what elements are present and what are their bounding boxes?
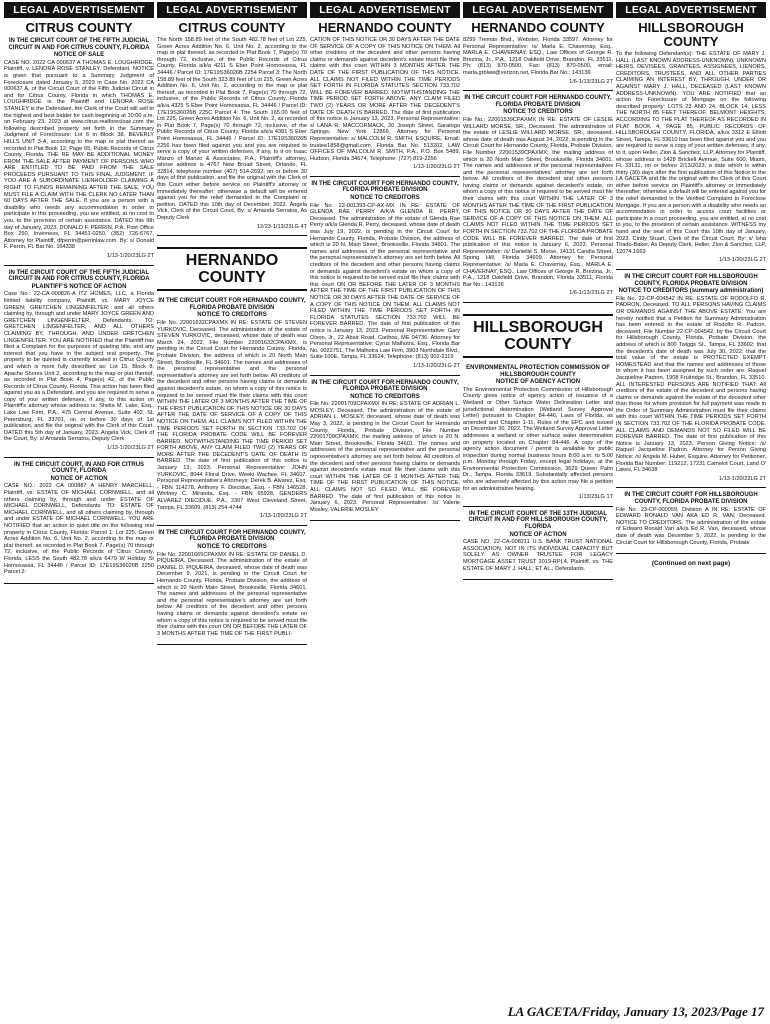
legal-notice [463, 37, 613, 85]
notice-court: IN THE CIRCUIT COURT FOR HERNANDO COUNTY, FLORIDA PROBATE DIVISION [158, 529, 306, 543]
notice-body: File No. 23-CP-000059, Division A IN RE: ESTATE OF EDWARD RONALD VAN AKA ED R. VAN, Deceased. NOTICE TO CREDITORS. The administration of the estate of Edward Ronald Van a/k/a Ed R. Van, deceased, whose date of death was December 5, 2022, is pending in the Circuit Court for Hillsborough County, Florida, Probate [616, 506, 766, 546]
notice-body: File No. 22-001393-CP-AX-MX IN RE: ESTATE OF GLENDA RAE PERRY A/K/A GLENDA R. PERRY, Deceased. The administration of the estate of Glenda Rae Perry a/k/a Glenda R. Perry, deceased, whose date of death was July 19, 2022, is pending in the Circuit Court for Hernando County, Florida, Probate Division, the address of which is 20 N. Main Street, Brooksville, Florida 34601. The names and addresses of the personal representative and the personal representative's attorney are set forth below. All creditors of the decedent and other persons having claims or demands against decedent's estate on whom a copy of this notice is required to be served must file their claims with this court ON OR BEFORE THE LATER OF 3 MONTHS AFTER THE TIME OF THE FIRST PUBLICATION OF THIS NOTICE OR 30 DAYS AFTER THE DATE OF SERVICE OF A COPY OF THIS NOTICE ON THEM. ALL CLAIMS NOT FILED WITHIN THE TIME PERIODS SET FORTH IN FLORIDA STATUTES SECTION 733.702 WILL BE FOREVER BARRED. The date of first publication of this notice is January 13, 2023. Personal Representative: Gary Olson, Jr., 22 Abair Road, Caribou, ME 04736. Attorney for Personal Representative: Cyrus Malhotra, Esq., Florida Bar No. 0022751, The Malhotra Law Firm, 3903 Northdale Blvd., Suite 100E, Tampa, FL 33624, Telephone: (813) 902-2119 [310, 202, 460, 361]
county-banner: CITRUS COUNTY [178, 20, 286, 35]
legal-notice [463, 510, 613, 574]
notice-title: NOTICE TO CREDITORS [197, 544, 267, 550]
column-4 [463, 2, 613, 1002]
notice-divider [463, 506, 613, 507]
notice-divider [310, 520, 460, 521]
column-header: LEGAL ADVERTISEMENT [463, 2, 613, 18]
notice-divider [616, 487, 766, 488]
legal-notice [4, 461, 154, 578]
column-3 [310, 2, 460, 1002]
column-2 [157, 2, 307, 1002]
notice-court: IN THE CIRCUIT COURT FOR HILLSBOROUGH COUNTY, FLORIDA PROBATE DIVISION [624, 492, 758, 505]
notice-divider [157, 235, 307, 236]
notice-body: CASE NO.: 2022 CA 000887 A HENRY MARCHELL, Plaintiff, vs. ESTATE OF MICHAEL CORNWELL, and all others claiming by, through and under ESTATE OF MICHAEL CORNWELL, Defendants. TO: ESTATE OF MICHAEL CORNWELL, and all others claiming by, through and under ESTATE OF MICHAEL CORNWELL. YOU ARE NOTIFIED that an action to quiet title on the following real property in Citrus County, Florida: Parcel 1: Lot 225, Green Acres Addition No. 6, Unit No. 2, according to the map or plat thereof, as recorded in Plat Book 7, Page(s) 70 through 72, inclusive, of the Public Records of Citrus County, Florida, LESS the South 482.78 a/k/a 6479 W Holiday St Homosassa, FL 34446 / Parcel ID: 17E19S36026B 2250 Parcel 2: [4, 483, 154, 576]
legal-notice [616, 491, 766, 548]
notice-run-ref: 1/13-1/20/23LG 2T [413, 164, 460, 171]
column-header: LEGAL ADVERTISEMENT [157, 2, 307, 18]
notice-title: NOTICE OF ACTION [50, 475, 108, 482]
notice-divider [310, 176, 460, 177]
legal-notice [463, 94, 613, 297]
notice-divider [4, 457, 154, 458]
notice-run-ref: 1/6-1/13/23LG 2T [569, 290, 613, 297]
notice-body: The North 158.89 feet of the South 482.78 feet of Lot 225, Green Acres Addition No. 6, Unit No. 2, according to the map or plat thereof, as recorded in Plat Book 7, Page(s) 70 through 72, inclusive, of the Public Records of Citrus County, Florida a/k/a 4211 S Eber Point Homosassa, FL 34446 / Parcel ID: 17E19S36026B 2254 Parcel 3: The North 158.89 feet of the South 323.89 feet of Lot 225, Green Acres Addition No. 6, Unit No. 2, according to the map or plat thereof, as recorded in Plat Book 7, Page(s) 70 through 72, inclusive, of the Public Records of Citrus County, Florida a/k/a 4325 S Eber Point Homosassa, FL 34446 / Parcel ID: 17E19S36026B 225C Parcel 4: The South 165.00 feet of Lot 225, Green Acres Addition No. 6, Unit No. 2, as recorded in Plat Book 7, Page(s) 70 through 72, inclusive, of the Public Records of Citrus County, Florida a/k/a 4381 S Eber Point Homosassa, FL 34446 / Parcel ID: 17E19S36026B 2256 has been filed against you and you are required to serve a copy of your written defenses, if any, to it on Isaac Manzo of Manzo & Associates, P.A., Plaintiff's attorney, whose address is 4767 New Broad Street, Orlando, FL 32814, telephone number (407) 514-2692, on or before 30 days of first publication, and file the original with the Clerk of this Court either before service on Plaintiff's attorney or immediately thereafter; otherwise a default will be entered against you for the relief demanded in the Complaint or petition. DATED this 10th day of December, 2022. Angela Vick, Clerk of the Circuit Court, By: s/ Amanda Serratos, As Deputy Clerk [157, 37, 307, 222]
notice-divider [463, 579, 613, 580]
notice-body: CASE NO. 22-CA-008211 U.S. BANK TRUST NATIONAL ASSOCIATION, NOT IN ITS INDIVIDUAL CAPACITY BUT SOLELY AS OWNER TRUSTEE FOR LEGACY MORTGAGE ASSET TRUST 2019-RPL4, Plaintiff, vs. THE ESTATE OF MARY J. HALL; ET AL., Defendants. [463, 539, 613, 572]
legal-notice [463, 364, 613, 501]
county-banner: HERNANDO COUNTY [157, 247, 307, 291]
notice-divider [616, 553, 766, 554]
column-header: LEGAL ADVERTISEMENT [310, 2, 460, 18]
legal-notice [616, 51, 766, 264]
notice-run-ref: 1/13-1/20/23LG 2T [107, 445, 154, 452]
notice-court: IN THE CIRCUIT COURT, IN AND FOR CITRUS COUNTY, FLORIDA [13, 461, 145, 475]
notice-title: NOTICE OF ACTION [509, 531, 567, 538]
notice-body: File No. 22001632CPAXMX IN RE: ESTATE OF STEVEN YURKOVIC, Deceased. The administration of the estate of STEVEN YURKOVIC, deceased, whose date of death was March 24, 2022, File Number 22001632CPAXMX, is pending in the Circuit Court for Hernando County, Florida, Probate Division, the address of which is 20 North Main Street, Brooksville, FL 34601. The names and addresses of the personal representative and the personal representative's attorney are set forth below. All creditors of the decedent and other persons having claims or demands against decedent's estate, on whom a copy of this notice is required to be served must file their claims with this court WITHIN THE LATER OF 3 MONTHS AFTER THE TIME OF THE FIRST PUBLICATION OF THIS NOTICE OR 30 DAYS AFTER THE DATE OF SERVICE OF A COPY OF THIS NOTICE ON THEM. ALL CLAIMS NOT FILED WITHIN THE TIME PERIODS SET FORTH IN SECTION 733.702 OF THE FLORIDA PROBATE CODE WILL BE FOREVER BARRED. NOTWITHSTANDING THE TIME PERIOD SET FORTH ABOVE, ANY CLAIM FILED TWO (2) YEARS OR MORE AFTER THE DECEDENT'S DATE OF DEATH IS BARRED. The date of first publication of this notice is January 13, 2023. Personal Representative: JOHN YURKOVIC, 8044 Floral Drive, Weeki Wachee, FL 34607. Personal Representative's Attorneys: Derek B. Alvarez, Esq. - FBN 114278, Anthony F. Diecidue, Esq. - FBN 146528, Whitney C. Miranda, Esq. - FBN 65928, GENDERS ALVAREZ DIECIDUE, P.A., 2307 West Cleveland Street, Tampa, FL 33609, (813) 254-4744 [157, 320, 307, 511]
notice-divider [157, 525, 307, 526]
notice-divider [616, 269, 766, 270]
notice-title: NOTICE OF AGENCY ACTION [495, 379, 581, 386]
notice-body: To the following Defendant(s): THE ESTATE OF MARY J. HALL (LAST KNOWN ADDRESS-UNKNOWN), UNKNOWN HEIRS, DEVISEES, GRANTEES, ASSIGNEES, LIENORS, CREDITORS, TRUSTEES, AND ALL OTHER PARTIES CLAIMING AN INTEREST BY, THROUGH, UNDER OR AGAINST MARY J. HALL, DECEASED (LAST KNOWN ADDRESS-UNKNOWN). YOU ARE NOTIFIED that an action for Foreclosure of Mortgage on the following described property: LOTS 23 AND 24, BLOCK 14, LESS THE NORTH 85 FEET THEREOF, BELMONT HEIGHTS, ACCORDING TO THE PLAT THEREOF AS RECORDED IN PLAT BOOK 4, PAGE 85, PUBLIC RECORDS OF HILLSBOROUGH COUNTY, FLORIDA, a/k/a 3312 E Elliott Street, Tampa, FL 33610 has been filed against you and you are required to serve a copy of your written defenses, if any, to it, upon Heller, Zion & Sanchez, LLP, Attorney for Plaintiff, whose address is 1428 Brickell Avenue, Suite 600, Miami, FL 33131, on or before 2/13/2023, a date which is within thirty (30) days after the first publication of this Notice in the LA GACETA and file the original with the Clerk of this Court either before service on Plaintiff's attorney or immediately thereafter; otherwise a default will be entered against you for the relief demanded in the Verified Complaint to Foreclose Mortgage. If you are a person with a disability who needs an accommodation in order to access court facilities or participate in a court proceeding, you are entitled, at no cost to you, to the provision of certain assistance. WITNESS my hand and the seal of this Court this 10th day of January, 2023. Cindy Stuart, Clerk of the Circuit Court, By: s/ Isha Tirado-Baker, As Deputy Clerk, Heller, Zion & Sanchez, LLP, 12074.1663 [616, 51, 766, 255]
county-banner: HERNANDO COUNTY [318, 20, 452, 35]
legal-notice [310, 180, 460, 370]
legal-notice [616, 273, 766, 482]
legal-notice [4, 269, 154, 452]
notice-run-ref: 1/13-1/20/23LG 2T [719, 475, 766, 482]
column-header: LEGAL ADVERTISEMENT [616, 2, 766, 18]
notice-court: IN THE CIRCUIT COURT OF THE 13TH JUDICIAL CIRCUIT IN AND FOR HILLSBOROUGH COUNTY, FLORIDA [468, 510, 608, 531]
column-header: LEGAL ADVERTISEMENT [4, 2, 154, 18]
notice-body: File No. 22-CP-004542 IN RE: ESTATE OF RODOLFO R. PADRON, Deceased. TO ALL PERSONS HAVING CLAIMS OR DEMANDS AGAINST THE ABOVE ESTATE: You are hereby notified that a Petition for Summary Administration has been entered in the estate of Rodolfo R. Padron, deceased, File Number 22-CP-004542, by the Circuit Court for Hillsborough County, Florida, Probate Division, the address of which is 800 Twiggs St., Tampa, FL 33602; that the decedent's date of death was July 30, 2022; that the total value of the estate is PROTECTED EXEMPT HOMESTEAD and that the names and addresses of those to whom it has been assigned by such order are: Raquel Jacqueline Padron, 1908 Fruitridge St., Brandon, FL 33510. ALL INTERESTED PERSONS ARE NOTIFIED THAT: All creditors of the estate of the decedent and persons having claims or demands against the estate of the decedent other than those for whom provision for full payment was made in the Order of Summary Administration must file their claims with this court WITHIN THE TIME PERIODS SET FORTH IN SECTION 733.702 OF THE FLORIDA PROBATE CODE. ALL CLAIMS AND DEMANDS NOT SO FILED WILL BE FOREVER BARRED. The date of first publication of this Notice is January 13, 2023. Person Giving Notice: /s/ Raquel Jacqueline Padron. Attorney for Person Giving Notice: /s/ Angela M. Huber, Esquire, Attorney for Petitioner, Florida Bar Number: 119212, 17231 Camelot Court, Land O' Lakes, FL 34638 [616, 295, 766, 474]
legal-notice [310, 379, 460, 516]
notice-divider [310, 375, 460, 376]
column-1 [4, 2, 154, 1002]
notice-divider [4, 265, 154, 266]
notice-title: NOTICE TO CREDITORS [197, 312, 267, 319]
notice-body: 8299 Treman Blvd., Webster, Florida 33597. Attorney for Personal Representative: /s/ Marla E. Chavernay, Esq., MARLA E. CHAVERNAY, ESQ., Law Offices of George R. Brezina, Jr., P.A., 1218 Oakfield Drive, Brandon, FL 33511, Ph: (813) 870-0500, Fax: (813) 870-0500, email: marla.grblaw@verizon.net, Florida Bar No.: 143136 [463, 37, 613, 76]
notice-run-ref: 1/6-1/13/23LG 2T [569, 78, 613, 85]
notice-body: File No.: 22001539CPAXMX IN RE: ESTATE OF LESLIE WILLARD MORSE, SR., Deceased. The administration of the estate of LESLIE WILLARD MORSE, SR., deceased, whose date of death was August 24, 2022, is pending in the Circuit Court for Hernando County, Florida, Probate Division, File Number 22001539CPAXMX; the mailing address of which is 20 North Main Street, Brooksville, Florida 34601. The names and addresses of the personal representatives and the personal representatives' attorney are set forth below. All creditors of the decedent and other persons having claims or demands against decedent's estate, on whom a copy of this notice is required to be served must file their claims with this court WITHIN THE LATER OF 3 MONTHS AFTER THE TIME OF THE FIRST PUBLICATION OF THIS NOTICE OR 30 DAYS AFTER THE DATE OF SERVICE OF A COPY OF THIS NOTICE ON THEM. ALL CLAIMS NOT FILED WITHIN THE TIME PERIODS SET FORTH IN SECTION 733.702 OF THE FLORIDA PROBATE CODE WILL BE FOREVER BARRED. The date of first publication of this notice is January 6, 2023. Personal Representative: /s/ Danielle S. Morse, 14131 Candia Street, Spring Hill, Florida 34609. Attorney for Personal Representative: /s/ Marla E. Chavernay, Esq., MARLA E. CHAVERNAY, ESQ., Law Offices of George R. Brezina, Jr., P.A., 1218 Oakfield Drive, Brandon, Florida 33511, Florida Bar No.: 143136 [463, 116, 613, 288]
county-banner: CITRUS COUNTY [25, 20, 133, 35]
notice-court: IN THE CIRCUIT COURT FOR HILLSBOROUGH COUNTY, FLORIDA PROBATE DIVISION [624, 274, 758, 287]
column-5 [616, 2, 766, 1002]
legal-notice [4, 37, 154, 260]
notice-court: ENVIRONMENTAL PROTECTION COMMISSION OF HILLSBOROUGH COUNTY [466, 364, 610, 378]
notice-divider [463, 302, 613, 303]
notice-divider [463, 90, 613, 91]
notice-court: IN THE CIRCUIT COURT OF THE FIFTH JUDICIAL CIRCUIT IN AND FOR CITRUS COUNTY, FLORIDA [8, 269, 150, 283]
notice-title: NOTICE TO CREDITORS [350, 195, 420, 202]
continued-note: (Continued on next page) [651, 560, 731, 568]
notice-court: IN THE CIRCUIT COURT OF THE FIFTH JUDICIAL CIRCUIT IN AND FOR CITRUS COUNTY, FLORIDA [8, 38, 150, 51]
newspaper-page [4, 2, 766, 1002]
county-banner: HERNANDO COUNTY [471, 20, 605, 35]
page-footer: LA GACETA/Friday, January 13, 2023/Page 17 [507, 1004, 764, 1019]
notice-body: File No. 22001665CPAXMX IN RE: ESTATE OF DANIEL D. PIQUEIRA, Deceased. The administration of the estate of DANIEL D. PIQUEIRA, deceased, whose date of death was December 9, 2021, is pending in the Circuit Court for Hernando County, Florida, Probate Division, the address of which is 20 North Main Street, Brooksville, Florida 34601. The names and addresses of the personal representative and the personal representative's attorney are set forth below. All creditors of the decedent and other persons having claims or demands against decedent's estate on whom a copy of this notice is required to be served must file their claims with this court ON OR BEFORE THE LATER OF 3 MONTHS AFTER THE TIME OF THE FIRST PUBLI- [157, 551, 307, 637]
notice-court: IN THE CIRCUIT COURT FOR HERNANDO COUNTY, FLORIDA PROBATE DIVISION [311, 180, 459, 194]
legal-notice [157, 37, 307, 230]
notice-court: IN THE CIRCUIT COURT FOR HERNANDO COUNTY, FLORIDA PROBATE DIVISION [311, 379, 459, 393]
notice-divider [4, 583, 154, 584]
notice-run-ref: 1/13-1/20/23LG 2T [260, 513, 307, 520]
notice-run-ref: 12/23-1/13/23LG 4T [256, 223, 307, 230]
notice-run-ref: 1/13-1/20/23LG 2T [413, 362, 460, 369]
notice-title: PLAINTIFF'S NOTICE OF ACTION [31, 283, 127, 290]
notice-title: NOTICE TO CREDITORS (summary administration) [618, 288, 764, 295]
notice-body: File No. 22001709CPAXMX IN RE: ESTATE OF ADRIAN L. MOSLEY, Deceased. The administration of the estate of ADRIAN L. MOSLEY, deceased, whose date of death was May 3, 2022, is pending in the Circuit Court for Hernando County, Florida, Probate Division, File Number 22001709CPAXMX; the mailing address of which is 20 N. Main Street, Brooksville, Florida 34601. The names and addresses of the personal representative and the personal representative's attorney are set forth below. All creditors of the decedent and other persons having claims or demands against decedent's estate must file their claims with this court WITHIN THE LATER OF 3 MONTHS AFTER THE TIME OF THE FIRST PUBLICATION OF THIS NOTICE. ALL CLAIMS NOT SO FILED WILL BE FOREVER BARRED. The date of first publication of this notice is January 6, 2023. Personal Representative: /s/ Valerie Mosley, VALERIE MOSLEY [310, 401, 460, 513]
notice-divider [157, 644, 307, 645]
notice-run-ref: 1/13-1/20/23LG 2T [107, 253, 154, 259]
notice-title: NOTICE TO CREDITORS [503, 109, 573, 116]
notice-title: NOTICE TO CREDITORS [350, 393, 420, 400]
notice-body: The Environmental Protection Commission of Hillsborough County gives notice of agency action of issuance of a Wetland or Other Surface Water Delineation Letter and jurisdictional determination (Wetland Survey Approval Letter) pursuant to Chapter 84-446, Laws of Florida, as amended and Chapter 1-11, Rules of the EPC and issued on December 30, 2022. The Wetland Survey Approval Letter addresses a wetland or other surface water determination on property located on Chapter 84-446. A copy of the agency action document / permit is available for public inspection during normal business hours 8:00 a.m. to 5:00 p.m. Monday through Friday, except legal holidays, at the Environmental Protection Commission, 3629 Queen Palm Dr., Tampa, Florida 33619. Substantially affected persons who are adversely affected by this action may file a petition for an administrative hearing. [463, 386, 613, 492]
notice-body: Case No.: 22-CA-000826-A ITZ HOMES, LLC, a Florida limited liability company, Plaintiff, vs. MARY JOYCE GREEN; GRETCHEN LINGENFELTER; and all others claiming by, through and under MARY JOYCE GREEN AND GRETCHEN LINGENFELTER, Defendants. TO: GRETCHEN LINGENFELTER, AND ALL OTHERS CLAIMING BY, THROUGH, AND UNDER GRETCHEN LINGENFELTER. YOU ARE NOTIFIED that the Plaintiff has filed a Complaint for the purposes of quieting title, and any interest that you have in the subject real property. The property to be quieted is currently located in Citrus County and which is more fully described as: Lot 15, Block 8, Apache Shores Unit 2, according to the map or plat thereof, as recorded in Plat Book 4, Page(s) 42, of the Public Records of Citrus County, Florida. This action has been filed against you as a Defendant, and you are required to serve a copy of your written defenses, if any, to this action on Plaintiff's attorney whose address is: Sheila M. Lake, Esq., Lake Law Firm, P.A., 475 Central Avenue, Suite 402, St. Petersburg, FL 33701, on or before 30 days of 1st publication, and file the original with the Clerk of this Court. DATED this 5th day of January, 2023. Angela Vick, Clerk of the Court, By: s/ Amanda Serratos, Deputy Clerk [4, 291, 154, 443]
legal-notice [157, 529, 307, 640]
county-banner: HILLSBOROUGH COUNTY [463, 314, 613, 358]
notice-body: CASE NO. 2022 CA 000637 A THOMAS E. LOUGHRIDGE, Plaintiff, v. LENORA ROSE STANLEY, Defendant. NOTICE is given that pursuant to a Summary Judgment of Foreclosure dated January 5, 2023 in Case No. 2022 CA 000637 A, of the Circuit Court of the Fifth Judicial Circuit in and for Citrus County, Florida in which THOMAS E. LOUGHRIDGE is the Plaintiff and LENORA ROSE STANLEY is the Defendant, the Clerk of the Court will sell to the highest and best bidder for cash beginning at 10:00 a.m. on February 23, 2023 at www.citrus.realforeclose.com the following described property set forth in the Summary Judgment of Foreclosure: Lot 6 in Block 38, BEVERLY HILLS UNIT 3-A, according to the map or plat thereof as recorded in Plat Book 12, Page 65, Public Records of Citrus County, Florida. THE RE MAY BE ADDITIONAL MONEY FROM THE SALE AFTER PAYMENT OF PERSONS WHO ARE ENTITLED TO BE PAID FROM THE SALE PROCEEDS PURSUANT TO THIS FINAL JUDGMENT. IF YOU ARE A SUBORDINATE LIENHOLDER CLAIMING A RIGHT TO FUNDS REMAINING AFTER THE SALE, YOU MUST FILE A CLAIM WITH THE CLERK NO LATER THAN 60 DAYS AFTER THE SALE. If you are a person with a disability who needs any accommodation in order to participate in this proceeding, you are entitled, at no cost to you, to the provision of certain assistance. DATED this 9th day of January, 2023. DONALD F. PERRIN, P.A. Post Office Box 250, Inverness, FL 34451-0250, (352) 726-6767, Attorney for Plaintiff, dfperrin@perrinlaw.com. By: s/ Donald F. Perrin, FL Bar No. 164338 [4, 59, 154, 251]
legal-notice [310, 37, 460, 171]
county-banner: HILLSBOROUGH COUNTY [638, 20, 744, 49]
notice-run-ref: 1/13-1/20/23LG 2T [719, 257, 766, 264]
notice-court: IN THE CIRCUIT COURT FOR HERNANDO COUNTY, FLORIDA PROBATE DIVISION [158, 298, 306, 311]
notice-title: NOTICE OF SALE [53, 52, 105, 59]
notice-run-ref: 1/13/23LG 1T [578, 494, 613, 501]
notice-court: IN THE CIRCUIT COURT FOR HERNANDO COUNTY, FLORIDA PROBATE DIVISION [464, 95, 612, 108]
notice-body: CATION OF THIS NOTICE OR 30 DAYS AFTER THE DATE OF SERVICE OF A COPY OF THIS NOTICE ON THEM. All other creditors of the decedent and other persons having claims or demands against decedent's estate must file their claims with this court WITHIN 3 MONTHS AFTER THE DATE OF THE FIRST PUBLICATION OF THIS NOTICE. ALL CLAIMS NOT FILED WITHIN THE TIME PERIODS SET FORTH IN FLORIDA STATUTES SECTION 733.702 WILL BE FOREVER BARRED. NOTWITHSTANDING THE TIME PERIOD SET FORTH ABOVE, ANY CLAIM FILED TWO (2) YEARS OR MORE AFTER THE DECEDENT'S DATE OF DEATH IS BARRED. The date of first publication of this notice is January 13, 2023. Personal Representative: s/ LANA R. MACCORMACK, 20 Joseph Street, Saratoga Springs, New York 12866. Attorney for Personal Representative: s/ MALCOLM R. SMITH, ESQUIRE, Email: trustee1858@gmail.com, Florida Bar No. 513202, LAW OFFICES OF MALCOLM R. SMITH, P.A., P.O. Box 5489, Hudson, Florida 34674, Telephone: (727) 819-2256 [310, 37, 460, 162]
legal-notice [157, 297, 307, 520]
